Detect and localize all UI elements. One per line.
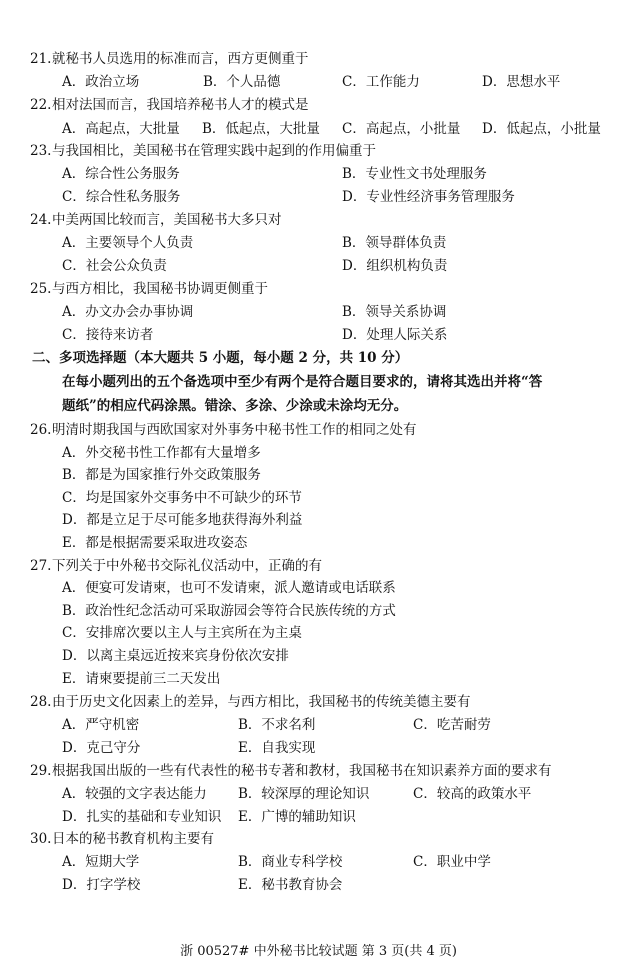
option-e: E．请柬要提前三二天发出 [62,671,221,687]
option-d: D．处理人际关系 [342,327,448,343]
option-a: A．短期大学 [62,854,140,870]
option-d: D．扎实的基础和专业知识 [62,809,222,825]
option-b: B．都是为国家推行外交政策服务 [62,467,261,483]
option-b: B．不求名利 [238,717,316,733]
section-instruction-line-1: 在每小题列出的五个备选项中至少有两个是符合题目要求的，请将其选出并将“答 [62,374,543,390]
section-heading: 二、多项选择题（本大题共 5 小题，每小题 2 分，共 10 分） [32,350,409,366]
option-b: B．领导群体负责 [342,235,447,251]
option-b: B．政治性纪念活动可采取游园会等符合民族传统的方式 [62,603,396,619]
question-number: 25. [30,281,52,297]
option-a: A．综合性公务服务 [62,166,180,182]
question-stem: 与西方相比，我国秘书协调更侧重于 [52,281,268,297]
option-e: E．广博的辅助知识 [238,809,356,825]
option-d: D．低起点，小批量 [482,121,601,137]
option-c: C．吃苦耐劳 [413,717,491,733]
option-a: A．主要领导个人负责 [62,235,194,251]
question-number: 21. [30,51,52,67]
option-d: D．以离主桌远近按来宾身份依次安排 [62,648,289,664]
question-number: 30. [30,831,52,847]
option-c: C．较高的政策水平 [413,786,532,802]
option-b: B．领导关系协调 [342,304,447,320]
question-number: 28. [30,694,52,710]
option-b: B．低起点，大批量 [202,121,320,137]
question-stem: 日本的秘书教育机构主要有 [52,831,214,847]
option-c: C．安排席次要以主人与主宾所在为主桌 [62,625,302,641]
option-c: C．接待来访者 [62,327,154,343]
option-c: C．综合性私务服务 [62,189,181,205]
question-stem: 下列关于中外秘书交际礼仪活动中，正确的有 [52,558,322,574]
question-stem: 根据我国出版的一些有代表性的秘书专著和教材，我国秘书在知识素养方面的要求有 [52,763,552,779]
question-stem: 中美两国比较而言，美国秘书大多只对 [52,212,282,228]
question-number: 22. [30,97,52,113]
option-c: C．高起点，小批量 [342,121,461,137]
question-stem: 明清时期我国与西欧国家对外事务中秘书性工作的相同之处有 [52,422,417,438]
question-number: 24. [30,212,52,228]
option-e: E．秘书教育协会 [238,877,343,893]
option-e: E．都是根据需要采取进攻姿态 [62,535,248,551]
option-d: D．都是立足于尽可能多地获得海外利益 [62,512,303,528]
option-c: C．工作能力 [342,74,420,90]
question-number: 26. [30,422,52,438]
question-number: 27. [30,558,52,574]
question-stem: 与我国相比，美国秘书在管理实践中起到的作用偏重于 [52,143,376,159]
page-footer: 浙 00527# 中外秘书比较试题 第 3 页(共 4 页) [180,944,457,959]
option-a: A．办文办会办事协调 [62,304,194,320]
option-b: B．商业专科学校 [238,854,343,870]
option-c: C．社会公众负责 [62,258,167,274]
option-d: D．打字学校 [62,877,141,893]
option-a: A．政治立场 [62,74,140,90]
option-d: D．组织机构负责 [342,258,448,274]
option-d: D．思想水平 [482,74,561,90]
option-b: B．较深厚的理论知识 [238,786,370,802]
option-d: D．专业性经济事务管理服务 [342,189,515,205]
option-a: A．严守机密 [62,717,140,733]
option-c: C．职业中学 [413,854,491,870]
option-a: A．外交秘书性工作都有大量增多 [62,445,261,461]
option-b: B．个人品德 [203,74,281,90]
question-stem: 就秘书人员选用的标准而言，西方更侧重于 [52,51,309,67]
question-stem: 由于历史文化因素上的差异，与西方相比，我国秘书的传统美德主要有 [52,694,471,710]
option-d: D．克己守分 [62,740,141,756]
option-c: C．均是国家外交事务中不可缺少的环节 [62,490,302,506]
option-b: B．专业性文书处理服务 [342,166,487,182]
section-instruction-line-2: 题纸”的相应代码涂黑。错涂、多涂、少涂或未涂均无分。 [62,398,408,414]
question-number: 29. [30,763,52,779]
option-e: E．自我实现 [238,740,316,756]
option-a: A．便宴可发请柬，也可不发请柬，派人邀请或电话联系 [62,580,396,596]
question-stem: 相对法国而言，我国培养秘书人才的模式是 [52,97,309,113]
option-a: A．高起点，大批量 [62,121,180,137]
option-a: A．较强的文字表达能力 [62,786,207,802]
question-number: 23. [30,143,52,159]
